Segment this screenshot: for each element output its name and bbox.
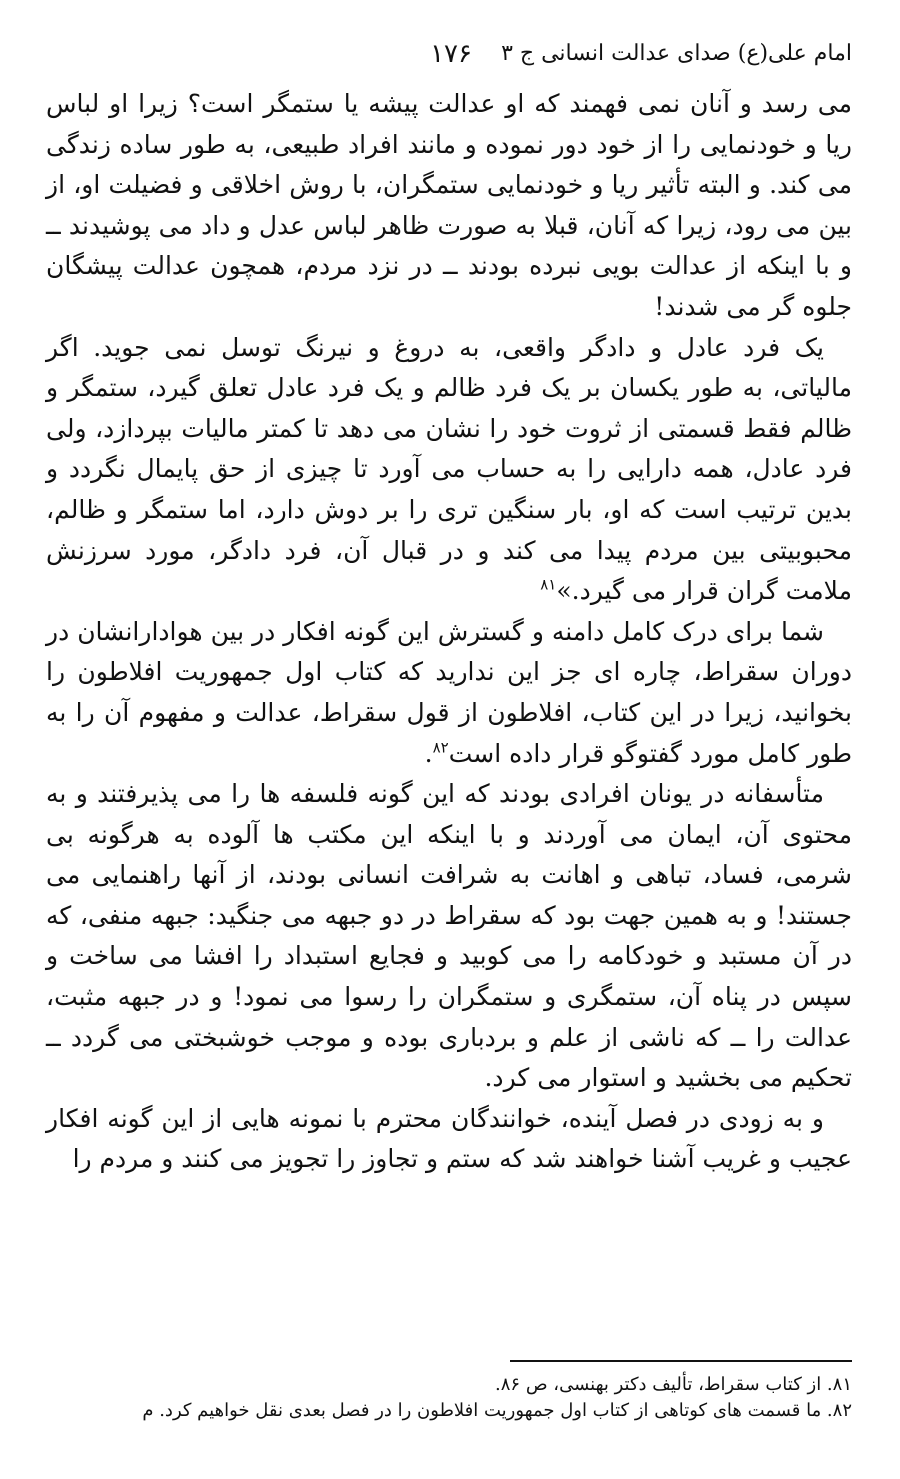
footnote: ۸۲. ما قسمت های کوتاهی از کتاب اول جمهوریت افلاطون را در فصل بعدی نقل خواهیم کرد. م [142, 1400, 852, 1421]
paragraph-text: متأسفانه در یونان افرادی بودند که این گونه فلسفه ها را می پذیرفتند و به محتوی آن، ایمان می آوردند و با اینکه این مکتب ها آلوده به هرگونه بی شرمی، فساد، تباهی و اهانت به شرافت انسانی بودند، از آنها راهنمایی می جستند! و به همین جهت بود که سقراط در دو جبهه می جنگید: جبهه منفی، که در آن مستبد و خودکامه را می کوبید و فجایع استبداد را افشا می ساخت و سپس در پناه آن، ستمگری و ستمگران را رسوا می نمود! و در جبهه مثبت، عدالت را ــ که ناشی از علم و بردباری بوده و موجب خوشبختی می گردد ــ تحکیم می بخشید و استوار می کرد. [46, 779, 852, 1093]
paragraph-text: و به زودی در فصل آینده، خوانندگان محترم با نمونه هایی از این گونه افکار عجیب و غریب آشنا خواهند شد که ستم و تجاوز را تجویز می کنند و مردم را [46, 1103, 852, 1174]
page-number: ۱۷۶ [430, 39, 472, 69]
page-header [48, 34, 852, 74]
paragraph [46, 612, 852, 774]
paragraph [46, 774, 852, 1099]
body-text [46, 84, 852, 1180]
paragraph [46, 1099, 852, 1180]
footnote-reference: ۸۲ [432, 738, 449, 757]
paragraph-text: شما برای درک کامل دامنه و گسترش این گونه افکار در بین هوادارانشان در دوران سقراط، چاره ای جز این ندارید که کتاب اول جمهوریت افلاطون را بخوانید، زیرا در این کتاب، افلاطون از قول سقراط، عدالت و مفهوم آن را به طور کامل مورد گفتوگو قرار داده است [46, 616, 852, 768]
paragraph [46, 84, 852, 328]
footnote-reference: ۸۱ [540, 575, 557, 594]
footnote: ۸۱. از کتاب سقراط، تألیف دکتر بهنسی، ص ۸۶. [495, 1374, 852, 1395]
running-head: امام علی(ع) صدای عدالت انسانی ج ۳ [501, 41, 852, 66]
footnote-separator [510, 1360, 852, 1362]
paragraph-tail: . [424, 738, 433, 768]
footnotes [48, 1372, 852, 1424]
paragraph [46, 328, 852, 612]
paragraph-text: یک فرد عادل و دادگر واقعی، به دروغ و نیرنگ توسل نمی جوید. اگر مالیاتی، به طور یکسان بر یک فرد ظالم و یک فرد عادل تعلق گیرد، ستمگر و ظالم فقط قسمتی از ثروت خود را نشان می دهد تا کمتر مالیات بپردازد، ولی فرد عادل، همه دارایی را به حساب می آورد تا چیزی از حق پایمال نگردد و بدین ترتیب است که او، بار سنگین تری را بر دوش دارد، اما ستمگر و ظالم، محبوبیتی بین مردم پیدا می کند و در قبال آن، فرد دادگر، مورد سرزنش ملامت گران قرار می گیرد.» [46, 332, 852, 606]
paragraph-text: می رسد و آنان نمی فهمند که او عدالت پیشه یا ستمگر است؟ زیرا او لباس ریا و خودنمایی را از خود دور نموده و مانند افراد طبیعی، به طور ساده زندگی می کند. و البته تأثیر ریا و خودنمایی ستمگران، با روش اخلاقی و فضیلت او، از بین می رود، زیرا که آنان، قبلا به صورت ظاهر لباس عدل و داد می پوشیدند ــ و با اینکه از عدالت بویی نبرده بودند ــ در نزد مردم، همچون عدالت پیشگان جلوه گر می شدند! [46, 89, 852, 321]
